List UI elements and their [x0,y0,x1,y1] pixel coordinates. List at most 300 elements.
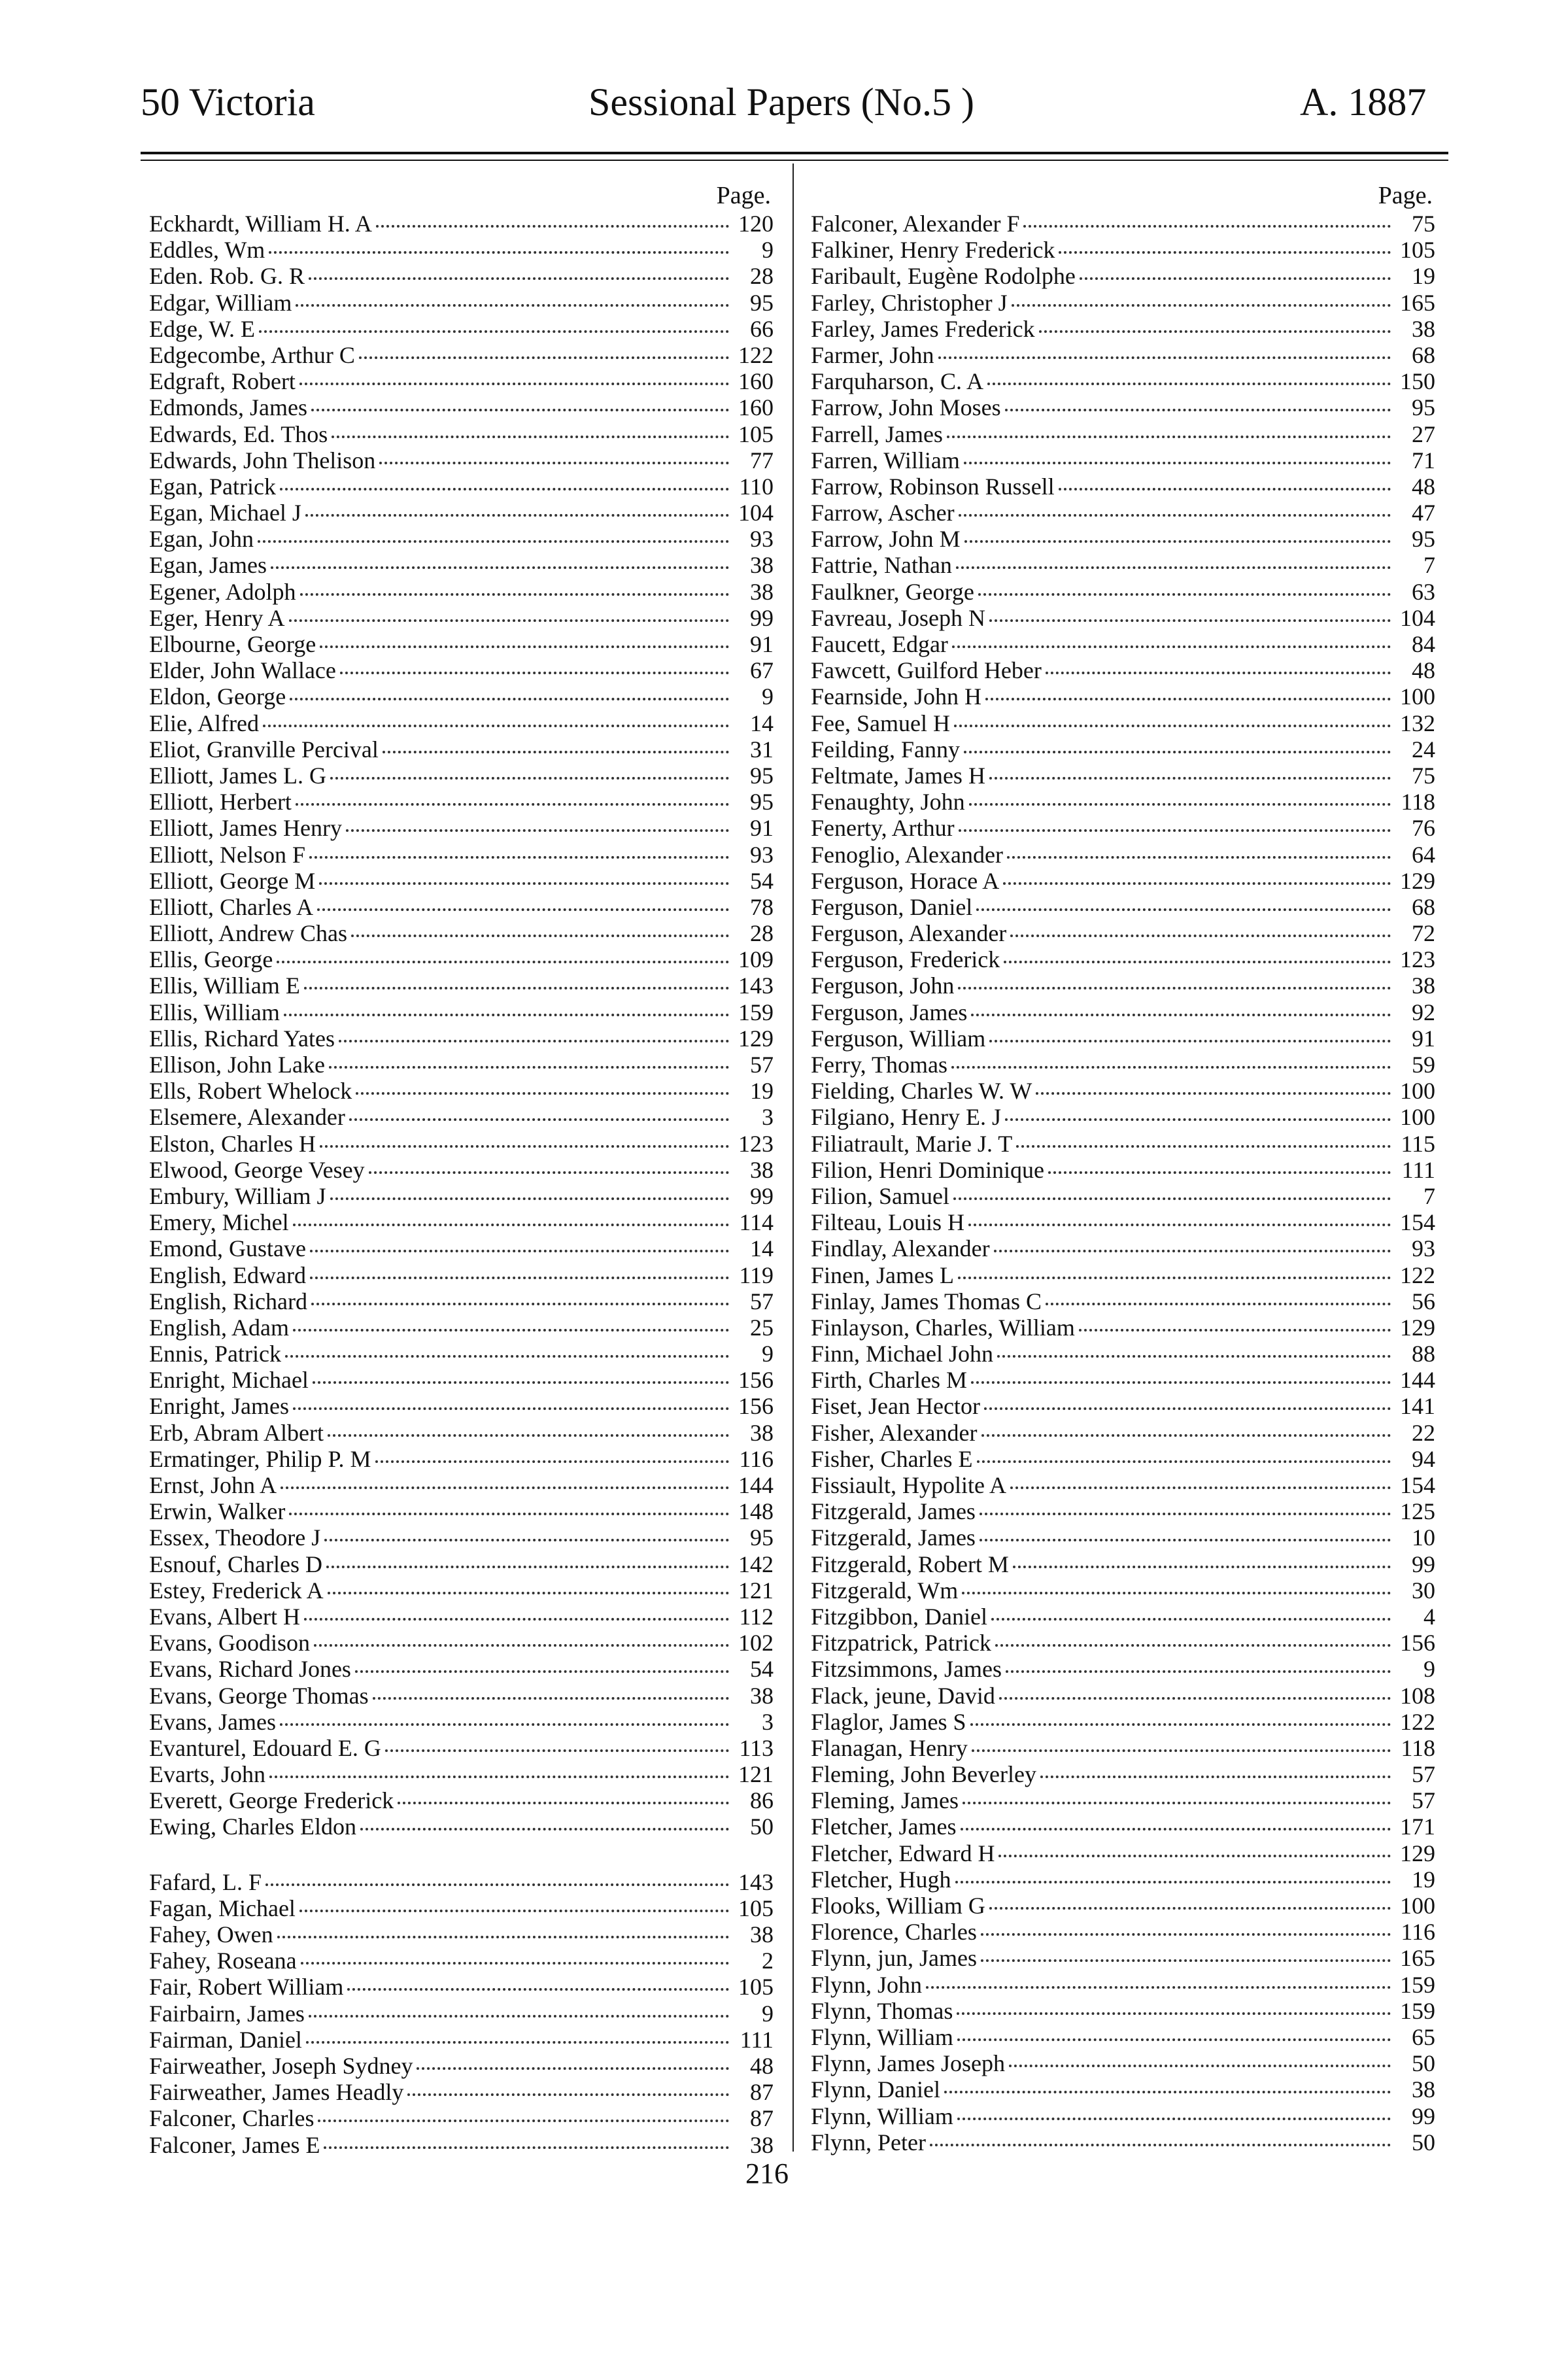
dot-leader [319,882,729,885]
entry-page: 19 [1412,1866,1435,1893]
entry-page: 9 [762,2000,774,2027]
dot-leader [299,383,729,385]
index-entry [811,2024,1435,2050]
entry-name: Firth, Charles M [811,1367,967,1394]
dot-leader [324,2146,729,2149]
entry-name: Ferguson, James [811,999,968,1025]
entry-page: 68 [1412,893,1435,920]
dot-leader [957,2012,1391,2015]
entry-name: Embury, William J [149,1182,326,1209]
index-entry [149,1446,774,1472]
entry-page: 19 [750,1078,774,1105]
entry-page: 105 [738,421,774,447]
entry-page: 156 [738,1393,774,1420]
entry-name: Favreau, Joseph N [811,604,985,631]
entry-page: 9 [762,683,774,710]
entry-name: Finen, James L [811,1262,954,1288]
index-entry [149,2105,774,2131]
entry-page: 105 [1400,237,1435,264]
dot-leader [1006,1670,1391,1673]
entry-page: 116 [739,1445,774,1472]
dot-leader [926,1986,1391,1989]
dot-leader [957,2038,1391,2041]
index-entry [811,2129,1435,2155]
entry-name: Faribault, Eugène Rodolphe [811,263,1076,290]
entry-page: 122 [738,341,774,368]
entry-page: 38 [1412,972,1435,999]
index-entry [149,631,774,657]
entry-name: Egener, Adolph [149,578,296,605]
index-entry [811,1157,1435,1183]
entry-name: Evans, Richard Jones [149,1656,351,1683]
header-year: A. 1887 [1300,80,1427,124]
entry-name: Farrow, Ascher [811,500,955,526]
entry-name: English, Richard [149,1288,307,1314]
dot-leader [356,1092,729,1095]
dot-leader [301,1962,729,1965]
entry-page: 115 [1401,1130,1435,1157]
dot-leader [969,803,1391,806]
entry-page: 24 [1412,736,1435,763]
entry-name: Ellis, William [149,999,280,1025]
entry-page: 56 [1412,1288,1435,1314]
entry-name: Fagan, Michael [149,1895,296,1921]
entry-page: 54 [750,867,774,894]
entry-page: 165 [1400,289,1435,316]
index-entry [149,736,774,763]
entry-name: English, Adam [149,1314,289,1341]
entry-page: 91 [750,815,774,842]
entry-name: Fletcher, Hugh [811,1866,951,1893]
index-entry [811,263,1435,289]
index-entry [811,1735,1435,1761]
entry-name: Fenoglio, Alexander [811,841,1003,868]
index-entry [811,1472,1435,1498]
entry-page: 57 [750,1052,774,1078]
index-entry [149,1183,774,1209]
entry-name: Filion, Henri Dominique [811,1156,1044,1183]
index-entry [811,1052,1435,1078]
entry-page: 65 [1412,2023,1435,2050]
dot-leader [989,777,1391,780]
dot-leader [299,1910,729,1912]
entry-page: 4 [1423,1603,1435,1630]
dot-leader [985,698,1391,700]
dot-leader [311,409,729,411]
entry-name: Elliott, James L. G [149,762,326,789]
entry-name: Edgraft, Robert [149,368,296,395]
dot-leader [330,1197,729,1200]
entry-page: 38 [750,2131,774,2158]
index-entry [149,1157,774,1183]
entry-name: Eliot, Granville Percival [149,736,379,763]
entry-page: 63 [1412,578,1435,605]
index-entry [149,815,774,841]
entry-page: 123 [738,1130,774,1157]
entry-name: Fissiault, Hypolite A [811,1472,1007,1498]
entry-page: 22 [1412,1419,1435,1446]
index-entry [811,1604,1435,1630]
dot-leader [349,1118,729,1121]
entry-page: 75 [1412,211,1435,237]
dot-leader [994,1250,1391,1252]
dot-leader [978,593,1391,596]
entry-page: 48 [1412,473,1435,500]
index-entry [811,421,1435,447]
index-entry [811,1078,1435,1104]
entry-page: 76 [1412,815,1435,842]
entry-name: Ferguson, Horace A [811,867,1000,894]
entry-name: Elie, Alfred [149,710,259,736]
header-rule-thin [141,160,1448,161]
dot-leader [989,1040,1391,1042]
dot-leader [277,961,729,963]
index-entry [149,710,774,736]
dot-leader [955,1881,1391,1883]
index-entry [149,1551,774,1577]
dot-leader [281,1486,729,1489]
index-entry [811,1972,1435,1998]
entry-page: 112 [739,1603,774,1630]
entry-name: Finn, Michael John [811,1341,993,1367]
dot-leader [963,1802,1391,1804]
entry-page: 116 [1401,1919,1435,1946]
index-entry [149,1078,774,1104]
entry-page: 121 [738,1577,774,1604]
index-entry [149,2079,774,2105]
dot-leader [293,1224,729,1226]
index-entry [811,999,1435,1025]
index-entry [811,368,1435,394]
index-entry [811,1393,1435,1419]
dot-leader [309,2015,729,2018]
dot-leader [296,803,729,806]
entry-page: 150 [1400,368,1435,395]
entry-name: Flynn, Peter [811,2129,926,2155]
entry-page: 7 [1423,552,1435,579]
dot-leader [290,698,729,700]
index-entry [149,1314,774,1341]
index-entry [811,394,1435,421]
entry-name: Fawcett, Guilford Heber [811,657,1042,684]
index-column-left [149,180,774,2158]
entry-name: Ells, Robert Whelock [149,1078,352,1105]
dot-leader [376,225,729,228]
index-entry [811,2050,1435,2076]
dot-leader [976,908,1391,911]
entry-name: Flooks, William G [811,1893,985,1919]
dot-leader [953,1197,1391,1200]
dot-leader [304,987,729,989]
entry-page: 120 [738,211,774,237]
entry-name: Farrow, John Moses [811,394,1001,421]
entry-page: 57 [1412,1787,1435,1814]
index-entry [811,894,1435,920]
dot-leader [265,1883,729,1886]
entry-name: Ellis, Richard Yates [149,1025,335,1052]
entry-name: Filgiano, Henry E. J [811,1104,1001,1131]
index-entry [149,1813,774,1840]
dot-leader [971,1381,1391,1384]
index-entry [149,1288,774,1314]
dot-leader [383,751,729,753]
entry-page: 154 [1400,1472,1435,1498]
index-entry [811,1709,1435,1735]
entry-page: 10 [1412,1524,1435,1551]
entry-page: 38 [750,1419,774,1446]
dot-leader [385,1749,729,1752]
dot-leader [951,1066,1391,1069]
entry-name: Egan, Patrick [149,473,276,500]
entry-name: Ellis, George [149,946,273,973]
index-entry [149,526,774,552]
entry-name: Flynn, jun, James [811,1945,978,1972]
dot-leader [999,1697,1391,1700]
entry-page: 118 [1401,1734,1435,1761]
entry-page: 92 [1412,999,1435,1025]
entry-page: 2 [762,1948,774,1974]
index-entry [149,999,774,1025]
entry-page: 57 [750,1288,774,1314]
entry-page: 123 [1400,946,1435,973]
entry-page: 27 [1412,421,1435,447]
entry-name: Enright, James [149,1393,289,1420]
entry-name: Elliott, James Henry [149,815,342,842]
entry-name: Eckhardt, William H. A [149,211,372,237]
entry-page: 3 [762,1708,774,1735]
index-entry [149,2053,774,2079]
entry-name: Enright, Michael [149,1367,309,1394]
dot-leader [970,1723,1391,1726]
entry-page: 171 [1400,1813,1435,1840]
entry-page: 9 [762,237,774,264]
dot-leader [981,1959,1391,1962]
entry-name: Farmer, John [811,341,934,368]
entry-name: Emond, Gustave [149,1235,306,1262]
entry-name: Evans, James [149,1708,276,1735]
entry-name: Fitzsimmons, James [811,1656,1002,1683]
dot-leader [369,1171,729,1174]
entry-name: Estey, Frederick A [149,1577,324,1604]
dot-leader [340,672,729,674]
dot-leader [968,1224,1391,1226]
entry-page: 105 [738,1895,774,1921]
entry-page: 48 [750,2052,774,2079]
dot-leader [962,1592,1391,1594]
index-entry [149,946,774,972]
entry-page: 109 [738,946,774,973]
entry-page: 50 [1412,2050,1435,2077]
dot-leader [296,304,729,307]
index-entry [811,1262,1435,1288]
entry-name: Fenaughty, John [811,789,965,816]
entry-page: 159 [738,999,774,1025]
entry-name: Farrow, Robinson Russell [811,473,1055,500]
index-entry [149,1131,774,1157]
index-entry [811,1683,1435,1709]
index-entry [811,473,1435,500]
dot-leader [980,1513,1391,1515]
index-entry [149,1498,774,1524]
page-number: 216 [745,2157,789,2190]
index-entry [811,1420,1435,1446]
entry-name: Emery, Michel [149,1209,289,1236]
entry-name: Falconer, Charles [149,2105,315,2132]
index-entry [811,710,1435,736]
index-entry [811,500,1435,526]
index-entry [149,763,774,789]
index-entry [149,894,774,920]
dot-leader [964,751,1391,753]
page-column-heading-left: Page. [716,182,771,209]
dot-leader [995,1644,1391,1647]
entry-name: Ferguson, William [811,1025,986,1052]
entry-page: 38 [750,578,774,605]
dot-leader [1059,488,1391,490]
index-entry [811,552,1435,578]
entry-page: 129 [1400,867,1435,894]
dot-leader [330,777,729,780]
index-entry [149,972,774,999]
entry-page: 99 [1412,1551,1435,1577]
entry-name: Fisher, Charles E [811,1445,973,1472]
dot-leader [959,514,1391,517]
dot-leader [1004,961,1391,963]
dot-leader [317,908,729,911]
entry-page: 28 [750,263,774,290]
entry-page: 9 [1423,1656,1435,1683]
dot-leader [980,1539,1391,1541]
dot-leader [1023,225,1391,228]
page-header [0,60,1568,132]
entry-page: 72 [1412,920,1435,947]
entry-page: 160 [738,394,774,421]
entry-name: Fiset, Jean Hector [811,1393,980,1420]
index-list-left [149,211,774,2158]
index-entry [149,2001,774,2027]
index-entry [811,631,1435,657]
dot-leader [1040,1776,1391,1778]
entry-name: Flynn, William [811,2103,953,2129]
index-entry [149,1683,774,1709]
dot-leader [1013,1566,1391,1568]
index-entry [149,1524,774,1551]
index-entry [811,1919,1435,1945]
index-entry [811,946,1435,972]
entry-name: Fee, Samuel H [811,710,950,736]
index-entry [811,1866,1435,1893]
entry-name: Evans, Albert H [149,1603,300,1630]
index-entry [149,789,774,815]
dot-leader [305,514,729,517]
entry-page: 38 [1412,2076,1435,2103]
entry-name: Erwin, Walker [149,1498,286,1525]
entry-page: 108 [1400,1682,1435,1709]
dot-leader [961,1828,1391,1830]
entry-name: Ferguson, Alexander [811,920,1007,947]
index-entry [811,342,1435,368]
entry-name: Filion, Samuel [811,1182,950,1209]
entry-page: 9 [762,1341,774,1367]
dot-leader [1080,277,1391,280]
entry-page: 64 [1412,841,1435,868]
dot-leader [271,566,729,569]
entry-page: 121 [738,1761,774,1788]
index-entry [811,1314,1435,1341]
entry-page: 129 [1400,1314,1435,1341]
index-entry [149,1869,774,1895]
dot-leader [289,1513,729,1515]
dot-leader [289,619,730,622]
index-entry [149,1262,774,1288]
entry-name: Fitzgerald, James [811,1524,976,1551]
entry-name: Ermatinger, Philip P. M [149,1445,371,1472]
dot-leader [930,2144,1391,2146]
entry-name: Elwood, George Vesey [149,1156,365,1183]
entry-name: Edgar, William [149,289,292,316]
index-entry [149,447,774,473]
entry-name: Ewing, Charles Eldon [149,1813,356,1840]
entry-page: 99 [750,1182,774,1209]
index-entry [149,1895,774,1921]
entry-page: 30 [1412,1577,1435,1604]
entry-page: 91 [750,631,774,657]
entry-page: 95 [750,289,774,316]
entry-name: Fitzpatrick, Patrick [811,1630,991,1657]
entry-name: Feltmate, James H [811,762,985,789]
entry-name: English, Edward [149,1262,306,1288]
dot-leader [989,1907,1391,1910]
entry-name: Elston, Charles H [149,1130,316,1157]
section-gap [149,1840,774,1869]
index-entry [149,657,774,683]
index-entry [811,1209,1435,1235]
index-entry [149,1052,774,1078]
dot-leader [347,1988,729,1991]
entry-name: Falconer, James E [149,2131,320,2158]
dot-leader [947,436,1391,438]
index-entry [149,1630,774,1656]
entry-name: Evanturel, Edouard E. G [149,1734,381,1761]
entry-page: 57 [1412,1761,1435,1788]
entry-page: 111 [740,2026,774,2053]
dot-leader [1010,935,1391,937]
entry-page: 87 [750,2079,774,2106]
dot-leader [1007,856,1391,859]
index-entry [149,263,774,289]
entry-page: 100 [1400,1893,1435,1919]
dot-leader [310,1250,729,1252]
entry-name: Fitzgerald, James [811,1498,976,1525]
entry-page: 47 [1412,500,1435,526]
entry-name: Essex, Theodore J [149,1524,321,1551]
index-entry [149,1604,774,1630]
index-entry [149,868,774,894]
index-entry [811,1761,1435,1787]
dot-leader [1012,304,1391,307]
entry-name: Farquharson, C. A [811,368,983,395]
index-entry [149,1921,774,1948]
dot-leader [314,1644,729,1647]
dot-leader [346,829,729,832]
entry-name: Everett, George Frederick [149,1787,394,1814]
entry-name: Eden. Rob. G. R [149,263,305,290]
dot-leader [957,2118,1391,2120]
entry-name: Ellis, William E [149,972,300,999]
entry-page: 38 [750,1682,774,1709]
entry-name: Edgecombe, Arthur C [149,341,355,368]
entry-name: Eger, Henry A [149,604,285,631]
